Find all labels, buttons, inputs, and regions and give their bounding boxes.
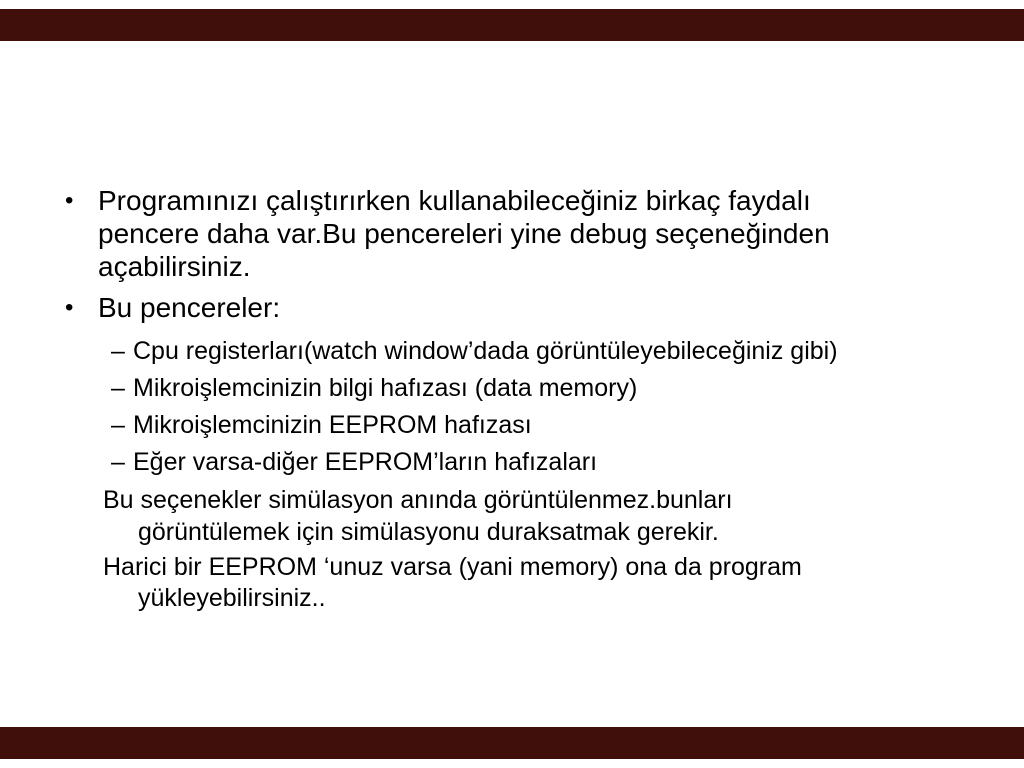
dash-icon: – [111, 448, 125, 476]
bullet-text-line: Programınızı çalıştırırken kullanabileceğiniz birkaç faydalı [98, 185, 811, 216]
sub-item-text-line: Cpu registerları(watch window’dada görüntüleyebileceğiniz gibi) [133, 337, 838, 365]
sub-item-other-eeproms [0, 447, 1024, 477]
sub-item-text-line: Eğer varsa-diğer EEPROM’ların hafızaları [133, 448, 598, 476]
dash-icon: – [111, 337, 125, 365]
sub-item-cpu-registers [0, 336, 1024, 366]
bullet-text-line: Bu pencereler: [98, 292, 281, 323]
bullet-item-windows-header [0, 291, 1024, 324]
sub-item-data-memory [0, 373, 1024, 403]
paragraph-text-line: Harici bir EEPROM ‘unuz varsa (yani memory) ona da program [103, 553, 802, 581]
paragraph-text-line: görüntülemek için simülasyonu duraksatmak gerekir. [138, 518, 719, 546]
bullet-icon: • [65, 187, 74, 214]
paragraph-text-line: Bu seçenekler simülasyon anında görüntülenmez.bunları [103, 486, 733, 514]
dash-icon: – [111, 374, 125, 402]
sub-item-eeprom-memory [0, 410, 1024, 440]
sub-item-text-line: Mikroişlemcinizin EEPROM hafızası [133, 411, 532, 439]
bullet-item-intro [0, 184, 1024, 283]
top-accent-bar [0, 9, 1024, 41]
paragraph-simulation-note [0, 484, 1024, 548]
bullet-text-line: açabilirsiniz. [98, 251, 251, 282]
bottom-accent-bar [0, 727, 1024, 759]
paragraph-text-line: yükleyebilirsiniz.. [138, 584, 326, 612]
bullet-icon: • [65, 294, 74, 321]
dash-icon: – [111, 411, 125, 439]
bullet-text-line: pencere daha var.Bu pencereleri yine debug seçeneğinden [98, 218, 830, 249]
paragraph-external-eeprom-note [0, 552, 1024, 614]
sub-item-text-line: Mikroişlemcinizin bilgi hafızası (data memory) [133, 374, 638, 402]
